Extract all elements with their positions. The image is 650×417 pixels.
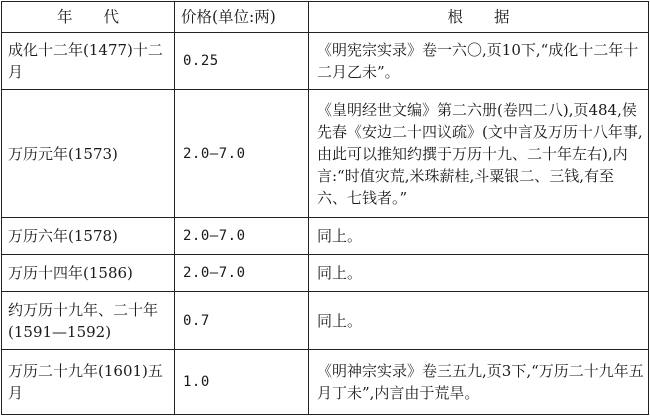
cell-basis: 同上。 <box>309 255 649 292</box>
table-row <box>2 218 649 255</box>
table-row <box>2 33 649 90</box>
cell-price: 2.0—7.0 <box>175 90 309 218</box>
table-header-row <box>2 2 649 33</box>
cell-basis: 《明宪宗实录》卷一六〇,页10下,“成化十二年十二月乙未”。 <box>309 33 649 90</box>
cell-era: 万历二十九年(1601)五月 <box>2 350 175 415</box>
table-row <box>2 350 649 415</box>
cell-era: 约万历十九年、二十年(1591—1592) <box>2 292 175 350</box>
cell-basis: 同上。 <box>309 218 649 255</box>
cell-price: 0.25 <box>175 33 309 90</box>
cell-era: 成化十二年(1477)十二月 <box>2 33 175 90</box>
header-era: 年 代 <box>2 2 175 33</box>
cell-price: 0.7 <box>175 292 309 350</box>
table-row <box>2 255 649 292</box>
cell-price: 2.0—7.0 <box>175 218 309 255</box>
header-price: 价格(单位:两) <box>175 2 309 33</box>
cell-basis: 《皇明经世文编》第二六册(卷四二八),页484,侯先春《安边二十四议疏》(文中言及万历十八年事,由此可以推知约撰于万历十九、二十年左右),内言:“时值灾荒,米珠薪桂,斗粟银二、三钱,有至六、七钱者。” <box>309 90 649 218</box>
cell-era: 万历六年(1578) <box>2 218 175 255</box>
cell-basis: 同上。 <box>309 292 649 350</box>
table-row <box>2 90 649 218</box>
cell-price: 1.0 <box>175 350 309 415</box>
cell-era: 万历元年(1573) <box>2 90 175 218</box>
cell-price: 2.0—7.0 <box>175 255 309 292</box>
table-row <box>2 292 649 350</box>
price-table <box>1 1 649 415</box>
cell-basis: 《明神宗实录》卷三五九,页3下,“万历二十九年五月丁未”,内言由于荒旱。 <box>309 350 649 415</box>
cell-era: 万历十四年(1586) <box>2 255 175 292</box>
header-basis: 根 据 <box>309 2 649 33</box>
